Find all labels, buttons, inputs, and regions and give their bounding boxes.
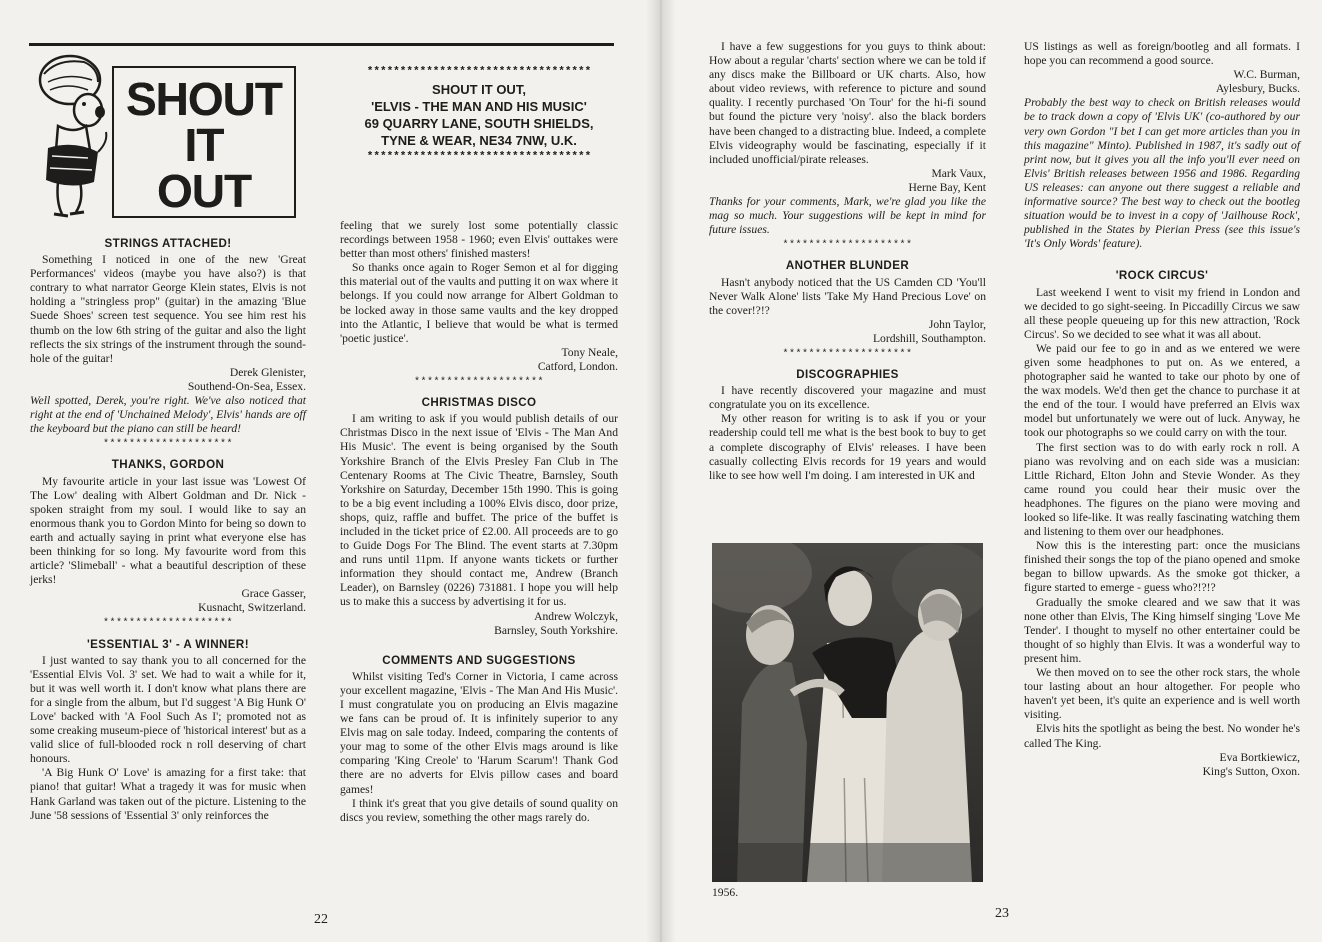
separator: ******************** xyxy=(102,618,234,630)
letter-paragraph: So thanks once again to Roger Semon et al for digging this material out of the vaults and putting it on wax where it belongs. If you could now arrange for Albert Goldman to be locked away in those same vaults and the key dropped into the Atlantic, I believe that would be what is termed 'poetic justice'. xyxy=(340,261,618,345)
letter-signature: Eva Bortkiewicz, xyxy=(1219,750,1300,764)
letter-signature: Tony Neale, xyxy=(561,345,618,359)
letter-paragraph: 'A Big Hunk O' Love' is amazing for a first take: that piano! that guitar! What a tragedy it was for music when Hank Garland was taken out of the picture. Listening to the June '58 sessions of 'Essential 3' only reinforces the xyxy=(30,766,306,822)
letter-paragraph: We paid our fee to go in and as we entered we were given some headphones to put on. As we entered, a photographer said he wanted to take our photo by one of the wax models. We'd then get the chance to purchase it at the end of the tour. I would have preferred an Elvis wax model but unfortunately we were out of luck. Anyway, he took our photographs so we could carry on with the tour. xyxy=(1024,341,1300,440)
letter-location: Aylesbury, Bucks. xyxy=(1215,82,1300,96)
letter-paragraph: I just wanted to say thank you to all concerned for the 'Essential Elvis Vol. 3' set. We had to wait a while for it, but it was well worth it. I don't know what plans there are for a single from the album, but I'd suggest 'A Big Hunk O' Love' backed with 'A Fool Such As I'; promoted not as some creaking museum-piece of 'historical interest' but as a valid slice of full-blooded rock n roll deserving of chart honours. xyxy=(30,653,306,766)
letter-paragraph: I think it's great that you give details of sound quality on discs you review, something the other mags rarely do. xyxy=(340,796,618,824)
letter-signature: Andrew Wolczyk, xyxy=(534,609,618,623)
letter-signature: Mark Vaux, xyxy=(931,166,986,180)
letter-location: Catford, London. xyxy=(537,359,618,373)
address-line-4: TYNE & WEAR, NE34 7NW, U.K. xyxy=(381,133,577,148)
address-stars-bottom: ********************************** xyxy=(366,151,592,163)
letter-location: Barnsley, South Yorkshire. xyxy=(494,623,618,637)
letter-paragraph: The first section was to do with early rock n roll. A piano was revolving and on each side was a musician: Little Richard, Elton John and Stevie Wonder. As they came round you could hear their music over the headphones. The figures on the piano were moving and looked so life-like. It was really fascinating watching them and listening to them over our headphones. xyxy=(1024,440,1300,539)
letter-heading: THANKS, GORDON xyxy=(111,458,225,472)
letter-paragraph: US listings as well as foreign/bootleg and all formats. I hope you can recommend a good source. xyxy=(1024,40,1300,68)
letter-paragraph: feeling that we surely lost some potentially classic recordings between 1958 - 1960; even Elvis' outtakes were better than most others' finished masters! xyxy=(340,219,618,261)
address-line-3: 69 QUARRY LANE, SOUTH SHIELDS, xyxy=(364,116,594,131)
letter-heading: 'ESSENTIAL 3' - A WINNER! xyxy=(87,637,249,651)
letter-heading: STRINGS ATTACHED! xyxy=(104,237,232,250)
letter-paragraph: Elvis hits the spotlight as being the best. No wonder he's called The King. xyxy=(1024,722,1300,750)
letter-location: Southend-On-Sea, Essex. xyxy=(187,379,306,393)
letter-paragraph: Hasn't anybody noticed that the US Camden CD 'You'll Never Walk Alone' lists 'Take My Hand Precious Love' on the cover!?!? xyxy=(709,275,986,317)
letter-paragraph: Last weekend I went to visit my friend in London and we decided to go sight-seeing. In Piccadilly Circus we saw all these people queueing up for this new attraction, 'Rock Circus'. So we decided to see what it was all about. xyxy=(1024,285,1300,341)
editor-reply: Well spotted, Derek, you're right. We've also noticed that right at the end of 'Unchained Melody', Elvis' hands are off the keyboard but the piano can still be heard! xyxy=(30,394,306,436)
letter-heading: ANOTHER BLUNDER xyxy=(785,259,910,273)
shout-it-out-logo xyxy=(112,66,296,218)
left-column-1 xyxy=(30,237,306,823)
letter-location: King's Sutton, Oxon. xyxy=(1202,764,1300,778)
photo-illustration xyxy=(712,543,983,882)
letter-paragraph: My other reason for writing is to ask if you or your readership could tell me what is the best book to buy to get a complete discography of Elvis' releases. I have been casually collecting Elvis records for 19 years and would like to see how well I'm doing. I am interested in UK and xyxy=(709,412,986,482)
page-number-left: 22 xyxy=(314,912,328,927)
letter-paragraph: I have recently discovered your magazine and must congratulate you on its excellence. xyxy=(709,384,986,412)
separator: ******************** xyxy=(413,377,545,389)
letter-paragraph: I am writing to ask if you would publish details of our Christmas Disco in the next issue of 'Elvis - The Man And His Music'. The event is being organised by the South Yorkshire Branch of the Elvis Presley Fan Club in The Centenary Rooms at The Civic Theatre, Barnsley, South Yorkshire on Saturday, December 15th 1990. This is going to be a big event including a 100% Elvis disco, door prize, shops, quiz, raffle and buffet. The price of the buffet is included in the ticket price of £2.00. All proceeds are to go to Guide Dogs For The Blind. The event starts at 7.30pm and runs until 11pm. If anyone wants tickets or further information they should contact me, Andrew (Branch Leader), on Barnsley (0226) 731881. I hope you will help us to make this a success by advertising it for us. xyxy=(340,412,618,609)
letter-paragraph: We then moved on to see the other rock stars, the whole tour lasting about an hour altogether. For people who haven't yet been, it's quite an experience and is well worth visiting. xyxy=(1024,666,1300,722)
page-number-right: 23 xyxy=(995,906,1009,921)
letter-location: Kusnacht, Switzerland. xyxy=(198,601,306,615)
photo-caption: 1956. xyxy=(712,886,739,899)
right-column-2 xyxy=(1024,40,1300,779)
logo-line-3: OUT xyxy=(156,165,252,217)
separator: ******************** xyxy=(102,439,234,451)
letter-paragraph: I have a few suggestions for you guys to think about: How about a regular 'charts' section where we can be told if any discs make the Billboard or UK charts. Also, how about video reviews, with reference to picture and sound quality. I recently purchased 'On Tour' for the hi-fi sound but found the picture very 'noisy'. also the black borders have been changed to a distracting blue. Indeed, a complete Elvis videography would be fascinating, especially if it included unofficial/pirate releases. xyxy=(709,40,986,166)
shouting-figure-illustration xyxy=(28,52,112,224)
right-column-1 xyxy=(709,40,986,483)
letter-signature: Grace Gasser, xyxy=(241,587,306,601)
letter-paragraph: Something I noticed in one of the new 'Great Performances' videos (maybe you have also?) is that contrary to what narrator George Klein states, Elvis is not holding a "stringless prop" (guitar) in the amazing 'Blue Suede Shoes' screen test sequence. You see him rest his thumb on the low 6th string of the guitar and also the light reflects the six strings of the instrument through the sound-hole of the guitar! xyxy=(30,253,306,365)
letter-heading: CHRISTMAS DISCO xyxy=(421,396,537,410)
letter-paragraph: Gradually the smoke cleared and we saw that it was none other than Elvis, The King himself singing 'Love Me Tender'. I thought to myself no other entertainer could be thought of so highly than Elvis. It was a wonderful way to present him. xyxy=(1024,595,1300,665)
letter-paragraph: Now this is the interesting part: once the musicians finished their songs the top of the piano opened and smoke began to billow upwards. As the smoke got thicker, a figure started to emerge - guess who?!?!? xyxy=(1024,539,1300,595)
submission-address xyxy=(340,64,618,166)
elvis-1956-photo xyxy=(712,543,983,882)
address-line-2: 'ELVIS - THE MAN AND HIS MUSIC' xyxy=(371,99,587,114)
top-rule xyxy=(29,43,614,46)
address-line-1: SHOUT IT OUT, xyxy=(432,82,526,97)
left-column-2 xyxy=(340,219,618,825)
letter-paragraph: Whilst visiting Ted's Corner in Victoria, I came across your excellent magazine, 'Elvis - The Man And His Music'. I must congratulate you on producing an Elvis magazine we fans can be proud of. It is infinitely superior to any Elvis mag on sale today. Indeed, comparing the contents of your mag to some of the other Elvis mags around is like comparing 'King Creole' to 'Harum Scarum'! Thank God there are no adverts for Elvis pillow cases and board games! xyxy=(340,669,618,796)
letter-location: Lordshill, Southampton. xyxy=(872,331,986,345)
editor-reply: Thanks for your comments, Mark, we're glad you like the mag so much. Your suggestions will be kept in mind for future issues. xyxy=(709,195,986,237)
letter-heading: COMMENTS AND SUGGESTIONS xyxy=(382,653,576,667)
logo-line-2: IT xyxy=(184,119,224,171)
spine-shadow xyxy=(646,0,676,942)
logo-line-1: SHOUT xyxy=(126,73,282,125)
letter-location: Herne Bay, Kent xyxy=(908,180,986,194)
letter-heading: DISCOGRAPHIES xyxy=(796,368,899,382)
address-stars-top: ********************************** xyxy=(366,66,592,78)
separator: ******************** xyxy=(782,348,913,360)
letter-heading: 'ROCK CIRCUS' xyxy=(1115,269,1209,283)
letter-signature: John Taylor, xyxy=(928,317,986,331)
letter-signature: Derek Glenister, xyxy=(229,365,306,379)
letter-signature: W.C. Burman, xyxy=(1233,68,1300,82)
editor-reply: Probably the best way to check on British releases would be to track down a copy of 'Elvis UK' (co-authored by our very own Gordon "I bet I can get more articles than you in this magazine" Minto). Published in 1987, it's sadly out of print now, but it gives you all the info you'll ever need on Elvis' British releases between 1956 and 1986. Regarding US releases: can anyone out there suggest a reliable and informative source? The best way to check out the bootleg situation would be to invest in a copy of 'Jailhouse Rock', published in the States by Pierian Press (see this issue's 'It's Only Words' feature). xyxy=(1024,96,1300,251)
separator: ******************** xyxy=(782,240,913,252)
letter-paragraph: My favourite article in your last issue was 'Lowest Of The Low' dealing with Albert Goldman and Dr. Nick - spoken straight from my soul. I would like to say an enormous thank you to Gordon Minto for being so down to earth and actually saying in print what everyone else has been thinking for so long. My favourite word from this article? 'Slimeball' - what a beautiful description of these jerks! xyxy=(30,474,306,587)
